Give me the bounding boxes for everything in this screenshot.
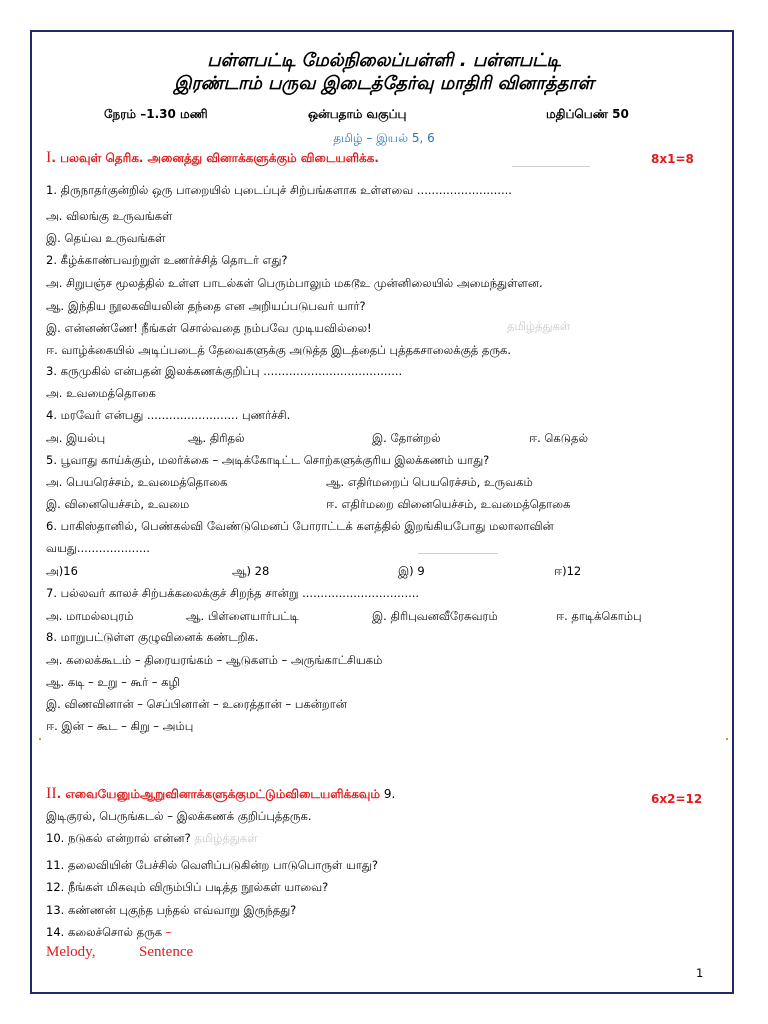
watermark-text: தமிழ்த்துகள்: [194, 831, 258, 845]
question-line: அ. உவமைத்தொகை: [46, 386, 156, 400]
question-line: 2. கீழ்க்காண்பவற்றுள் உணர்ச்சித் தொடர் எது?: [46, 253, 288, 267]
question-line: ஆ. இந்திய நூலகவியலின் தந்தை என அறியப்படுபவர் யார்?: [46, 299, 366, 313]
section1-heading: [46, 149, 379, 167]
exam-title: இரண்டாம் பருவ இடைத்தேர்வு மாதிரி வினாத்தாள்: [173, 73, 595, 94]
option: ஆ) 28: [232, 564, 270, 578]
question-line: 11. தலைவியின் பேச்சில் வெளிப்படுகின்ற பாடுபொருள் யாது?: [46, 858, 378, 872]
question-text: 14. கலைச்சொல் தருக: [46, 925, 163, 939]
option: இ. தோன்றல்: [372, 431, 441, 445]
question-line: 5. பூவாது காய்க்கும், மலர்க்கை – அடிக்கோடிட்ட சொற்களுக்குரிய இலக்கணம் யாது?: [46, 453, 490, 467]
option: ஆ. கடி – உறு – கூர் – கழி: [46, 675, 180, 689]
question-line: 6. பாகிஸ்தானில், பெண்கல்வி வேண்டுமெனப் போராட்டக் களத்தில் இறங்கியபோது மலாலாவின்: [46, 519, 554, 533]
question-line: 3. கருமுகில் என்பதன் இலக்கணக்குறிப்பு ......................................: [46, 364, 403, 378]
exam-time: நேரம் –1.30 மணி: [104, 107, 208, 121]
margin-dot: [726, 738, 728, 740]
exam-marks: மதிப்பெண் 50: [546, 107, 629, 121]
question-line: அ. விலங்கு உருவங்கள்: [46, 209, 173, 223]
option: இ. விணவினான் – செப்பினான் – உரைத்தான் – பகன்றான்: [46, 697, 347, 711]
option: அ. கலைக்கூடம் – திரையரங்கம் – ஆடுகளம் – அருங்காட்சியகம்: [46, 653, 383, 667]
option: அ. இயல்பு: [46, 431, 106, 445]
school-name: பள்ளபட்டி மேல்நிலைப்பள்ளி . பள்ளபட்டி: [207, 50, 561, 71]
question-line: இடிகுரல், பெருங்கடல் – இலக்கணக் குறிப்புத்தருக.: [46, 809, 312, 823]
question-line: இ. என்னண்ணே! நீங்கள் சொல்வதை நம்பவே முடியவில்லை!: [46, 321, 372, 335]
exam-standard: ஒன்பதாம் வகுப்பு: [308, 107, 407, 121]
option: அ. மாமல்லபுரம்: [46, 609, 134, 623]
option: ஆ. திரிதல்: [188, 431, 245, 445]
section2-heading-tail: 9.: [380, 787, 396, 801]
question-line: 12. நீங்கள் மிகவும் விரும்பிப் படித்த நூல்கள் யாவை?: [46, 880, 329, 894]
option: ஈ. எதிர்மறை வினையெச்சம், உவமைத்தொகை: [326, 497, 571, 511]
question-line: ஈ. வாழ்க்கையில் அடிப்படைத் தேவைகளுக்கு அடுத்த இடத்தைப் புத்தகசாலைக்குத் தருக.: [46, 343, 512, 357]
question-line: 8. மாறுபட்டுள்ள குழுவினைக் கண்டறிக.: [46, 630, 259, 644]
section2-roman: II: [46, 785, 57, 802]
page-number: 1: [696, 966, 704, 980]
question-line: 13. கண்ணன் புகுந்த பந்தல் எவ்வாறு இருந்தது?: [46, 903, 297, 917]
option: ஈ. இன் – கூட – கிறு – அம்பு: [46, 719, 194, 733]
question-line: வயது....................: [46, 541, 150, 555]
section1-heading-text: . பலவுள் தெரிக. அனைத்து வினாக்களுக்கும் விடையளிக்க.: [51, 151, 379, 165]
question-line: 7. பல்லவர் காலச் சிற்பக்கலைக்குச் சிறந்த சான்று ................................: [46, 586, 420, 600]
option: இ. திரிபுவனவீரேசுவரம்: [372, 609, 498, 623]
question-line: 4. மரவேர் என்பது ......................... புணர்ச்சி.: [46, 408, 291, 422]
question-dash: –: [162, 925, 172, 939]
option: அ. பெயரெச்சம், உவமைத்தொகை: [46, 475, 228, 489]
option: ஈ. கெடுதல்: [529, 431, 589, 445]
option: அ)16: [46, 564, 78, 578]
question-line: அ. சிறுபஞ்ச மூலத்தில் உள்ள பாடல்கள் பெரும்பாலும் மகடூஉ முன்னிலையில் அமைந்துள்ளன.: [46, 276, 543, 290]
exam-subject: தமிழ் – இயல் 5, 6: [333, 131, 435, 145]
option: ஆ. எதிர்மறைப் பெயரெச்சம், உருவகம்: [326, 475, 533, 489]
option: இ) 9: [398, 564, 425, 578]
section1-score: 8x1=8: [651, 152, 694, 166]
question-line: இ. தெய்வ உருவங்கள்: [46, 231, 166, 245]
section2-heading-text: . எவையேனும்ஆறுவினாக்களுக்குமட்டும்விடையளிக்கவும்: [56, 787, 381, 801]
answer-line: [418, 553, 498, 554]
question-text: 10. நடுகல் என்றால் என்ன?: [46, 831, 191, 845]
term-word: Melody,: [46, 944, 96, 960]
section2-score: 6x2=12: [651, 792, 703, 806]
margin-dot: [39, 738, 41, 740]
section2-heading: [46, 785, 395, 803]
question-line: 1. திருநாதர்குன்றில் ஒரு பாறையில் புடைப்புச் சிற்பங்களாக உள்ளவை ..........................: [46, 183, 512, 197]
term-word: Sentence: [139, 944, 194, 960]
option: ஈ)12: [554, 564, 582, 578]
question-line: [46, 831, 258, 847]
option: ஈ. தாடிக்கொம்பு: [556, 609, 642, 623]
section1-roman: I: [46, 149, 52, 166]
option: இ. வினையெச்சம், உவமை: [46, 497, 190, 511]
option: ஆ. பிள்ளையார்பட்டி: [186, 609, 299, 623]
answer-line: [512, 166, 590, 167]
watermark-text: தமிழ்த்துகள்: [507, 319, 571, 333]
question-line: [46, 925, 172, 941]
